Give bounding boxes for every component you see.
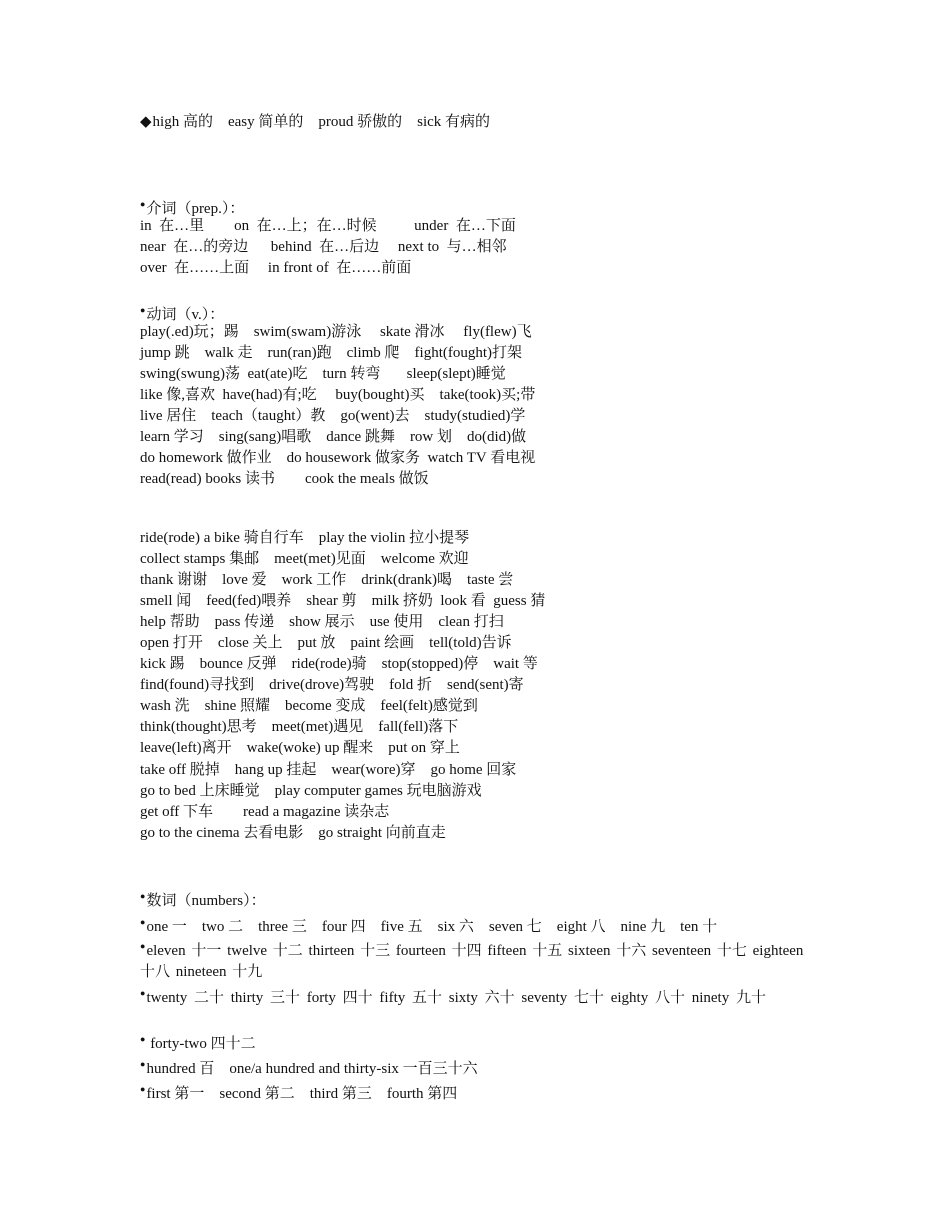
numeral-item xyxy=(140,1079,457,1105)
verb-line: collect stamps 集邮 meet(met)见面 welcome 欢迎 xyxy=(140,551,469,567)
diamond-bullet-icon: ◆ xyxy=(140,114,152,130)
verb-line: go to the cinema 去看电影 go straight 向前直走 xyxy=(140,825,446,841)
verb-line: leave(left)离开 wake(woke) up 醒来 put on 穿上 xyxy=(140,740,460,756)
verb-line: take off 脱掉 hang up 挂起 wear(wore)穿 go home 回家 xyxy=(140,762,517,778)
verb-line: learn 学习 sing(sang)唱歌 dance 跳舞 row 划 do(did)做 xyxy=(140,429,527,445)
verb-line: ride(rode) a bike 骑自行车 play the violin 拉小提琴 xyxy=(140,530,470,546)
verb-line: jump 跳 walk 走 run(ran)跑 climb 爬 fight(fought)打架 xyxy=(140,345,523,361)
verb-line: wash 洗 shine 照耀 become 变成 feel(felt)感觉到 xyxy=(140,698,478,714)
verb-line: find(found)寻找到 drive(drove)驾驶 fold 折 send(sent)寄 xyxy=(140,677,524,693)
numeral-item-text: hundred 百 one/a hundred and thirty-six 一百三十六 xyxy=(146,1061,478,1077)
numeral-item-text: one 一 two 二 three 三 four 四 five 五 six 六 seven 七 eight 八 nine 九 ten 十 xyxy=(146,919,718,935)
verb-line: get off 下车 read a magazine 读杂志 xyxy=(140,804,390,820)
numeral-item-text: eleven 十一 twelve 十二 thirteen 十三 fourteen 十四 fifteen 十五 sixteen 十六 seventeen 十七 eighteen 十八 nineteen 十九 xyxy=(140,943,804,980)
verb-line: like 像,喜欢 have(had)有;吃 buy(bought)买 take(took)买;带 xyxy=(140,387,536,403)
numeral-item xyxy=(140,912,717,938)
bullet-dot-icon: ● xyxy=(140,199,146,209)
bullet-dot-icon: ● xyxy=(140,305,146,315)
numeral-item xyxy=(140,983,812,1009)
verb-line: play(.ed)玩；踢 swim(swam)游泳 skate 滑冰 fly(flew)飞 xyxy=(140,324,532,340)
prep-line: in 在…里 on 在…上；在…时候 under 在…下面 xyxy=(140,218,516,234)
verb-line: open 打开 close 关上 put 放 paint 绘画 tell(told)告诉 xyxy=(140,635,512,651)
bullet-dot-icon: ● xyxy=(140,891,146,901)
verbs-heading-text: 动词（v.）： xyxy=(146,307,225,323)
numeral-item-text: twenty 二十 thirty 三十 forty 四十 fifty 五十 sixty 六十 seventy 七十 eighty 八十 ninety 九十 xyxy=(146,990,766,1006)
bullet-dot-icon: ● xyxy=(140,1084,146,1094)
verb-line: help 帮助 pass 传递 show 展示 use 使用 clean 打扫 xyxy=(140,614,504,630)
numeral-item-text: forty-two 四十二 xyxy=(146,1036,256,1052)
bullet-dot-icon: ● xyxy=(140,1034,146,1044)
verb-line: go to bed 上床睡觉 play computer games 玩电脑游戏 xyxy=(140,783,482,799)
prep-line: near 在…的旁边 behind 在…后边 next to 与…相邻 xyxy=(140,239,507,255)
numeral-item xyxy=(140,936,812,983)
numeral-item-text: first 第一 second 第二 third 第三 fourth 第四 xyxy=(146,1086,458,1102)
verb-line: thank 谢谢 love 爱 work 工作 drink(drank)喝 taste 尝 xyxy=(140,572,514,588)
verb-line: read(read) books 读书 cook the meals 做饭 xyxy=(140,471,429,487)
bullet-dot-icon: ● xyxy=(140,988,146,998)
bullet-dot-icon: ● xyxy=(140,941,146,951)
numerals-heading-text: 数词（numbers）： xyxy=(146,893,266,909)
adjectives-text: high 高的 easy 简单的 proud 骄傲的 sick 有病的 xyxy=(152,114,491,130)
verb-line: live 居住 teach（taught）教 go(went)去 study(studied)学 xyxy=(140,408,526,424)
adjectives-line xyxy=(140,112,490,133)
verb-line: smell 闻 feed(fed)喂养 shear 剪 milk 挤奶 look 看 guess 猜 xyxy=(140,593,546,609)
verb-line: do homework 做作业 do housework 做家务 watch TV 看电视 xyxy=(140,450,536,466)
prepositions-heading-text: 介词（prep.）： xyxy=(146,201,245,217)
numeral-item xyxy=(140,1029,256,1055)
numerals-heading xyxy=(140,886,266,912)
verb-line: swing(swung)荡 eat(ate)吃 turn 转弯 sleep(slept)睡觉 xyxy=(140,366,506,382)
bullet-dot-icon: ● xyxy=(140,917,146,927)
prep-line: over 在……上面 in front of 在……前面 xyxy=(140,260,412,276)
verb-line: kick 踢 bounce 反弹 ride(rode)骑 stop(stopped)停 wait 等 xyxy=(140,656,538,672)
numeral-item xyxy=(140,1054,478,1080)
bullet-dot-icon: ● xyxy=(140,1059,146,1069)
verb-line: think(thought)思考 meet(met)遇见 fall(fell)落下 xyxy=(140,719,459,735)
